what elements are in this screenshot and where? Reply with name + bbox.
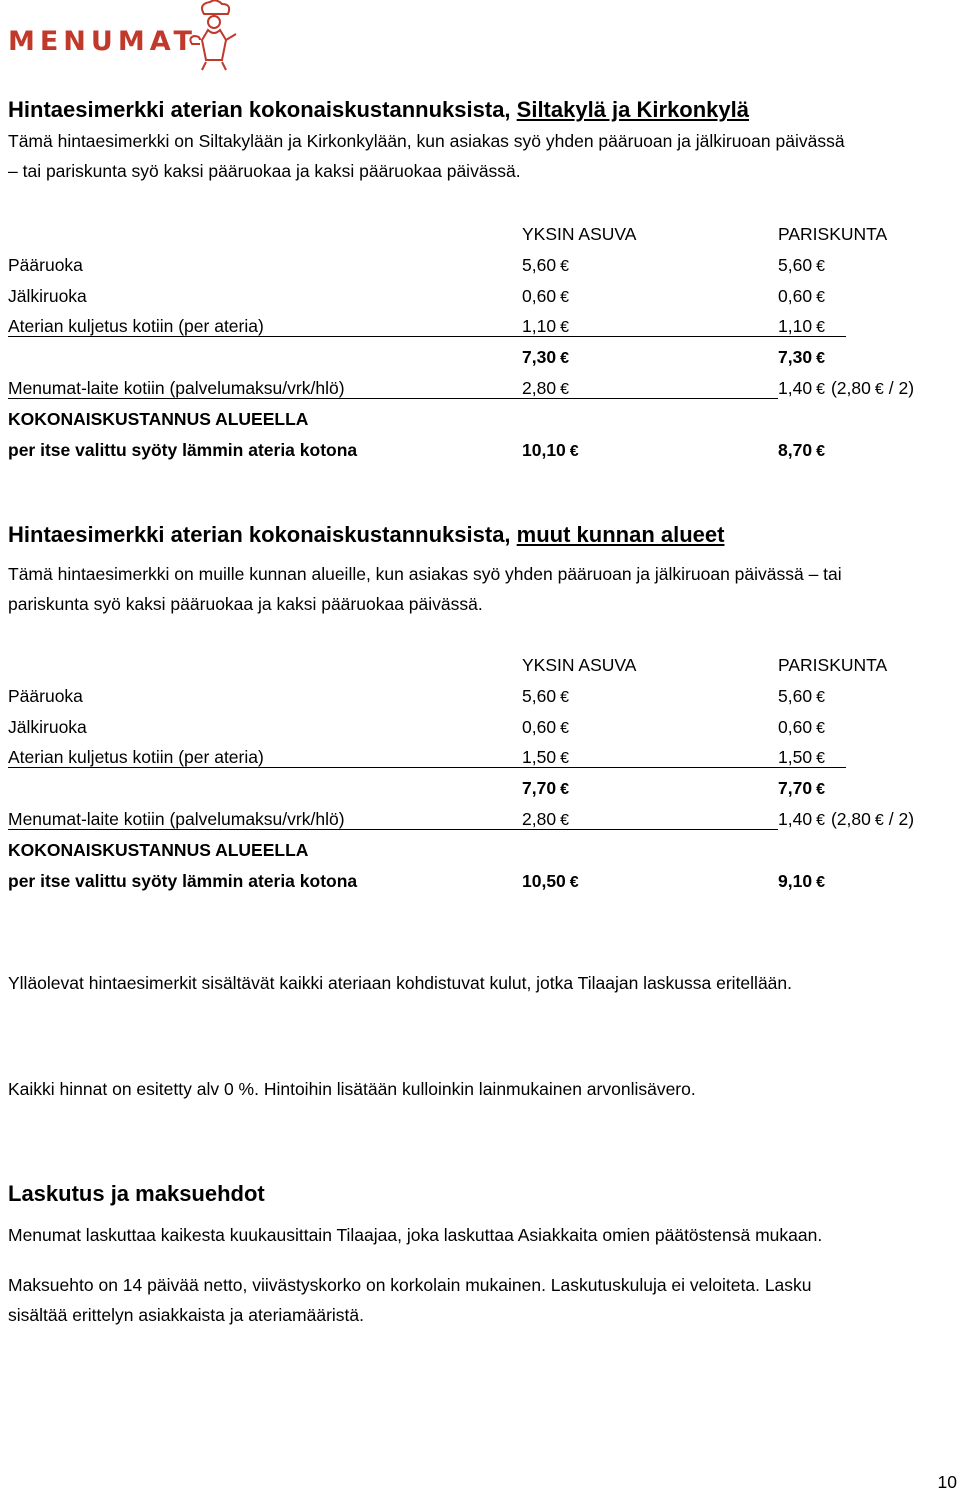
table-row xyxy=(8,281,948,312)
column-header-pariskunta: PARISKUNTA xyxy=(778,224,888,244)
table-row xyxy=(8,404,948,435)
intro-line: pariskunta syö kaksi pääruokaa ja kaksi pääruokaa päivässä. xyxy=(8,594,483,614)
value-pariskunta: 7,70 € xyxy=(778,773,825,806)
euro-icon: € xyxy=(560,319,569,337)
row-label: KOKONAISKUSTANNUS ALUEELLA xyxy=(8,839,309,860)
table-row xyxy=(8,681,948,712)
underline-rule xyxy=(8,829,778,830)
value-yksin: 1,50 € xyxy=(522,742,569,775)
menumat-logo xyxy=(6,0,246,75)
column-header-yksin: YKSIN ASUVA xyxy=(522,655,637,675)
section-title: Hintaesimerkki aterian kokonaiskustannuksista, Siltakylä ja Kirkonkylä xyxy=(8,97,749,122)
table-row xyxy=(8,311,948,342)
table-row xyxy=(8,712,948,743)
euro-icon: € xyxy=(560,380,569,398)
euro-icon: € xyxy=(560,781,569,799)
euro-icon: € xyxy=(816,873,825,891)
billing-title: Laskutus ja maksuehdot xyxy=(8,1181,265,1206)
section-billing xyxy=(8,1180,953,1330)
euro-icon: € xyxy=(560,750,569,768)
row-label: per itse valittu syöty lämmin ateria kotona xyxy=(8,439,358,460)
value-yksin: 10,50 € xyxy=(522,866,579,899)
euro-icon: € xyxy=(560,288,569,306)
value-yksin: 5,60 € xyxy=(522,681,569,714)
value-pariskunta: 1,40 € (2,80 € / 2) xyxy=(778,804,914,837)
value-yksin: 2,80 € xyxy=(522,804,569,837)
value-pariskunta: 9,10 € xyxy=(778,866,825,899)
price-table-siltakyla xyxy=(8,219,948,465)
billing-paragraph: sisältää erittelyn asiakkaista ja ateriamääristä. xyxy=(8,1305,364,1325)
row-label: per itse valittu syöty lämmin ateria kotona xyxy=(8,870,358,891)
intro-line: Tämä hintaesimerkki on muille kunnan alueille, kun asiakas syö yhden pääruoan ja jälkiruoan päivässä – tai xyxy=(8,564,842,584)
table-row xyxy=(8,773,948,804)
table-row xyxy=(8,342,948,373)
row-label: KOKONAISKUSTANNUS ALUEELLA xyxy=(8,408,309,429)
underline-rule xyxy=(8,767,846,768)
euro-icon: € xyxy=(560,719,569,737)
euro-icon: € xyxy=(816,750,825,768)
value-pariskunta: 1,40 € (2,80 € / 2) xyxy=(778,373,914,406)
value-pariskunta: 7,30 € xyxy=(778,342,825,375)
value-yksin: 0,60 € xyxy=(522,281,569,314)
value-yksin: 10,10 € xyxy=(522,435,579,468)
value-yksin: 7,30 € xyxy=(522,342,569,375)
euro-icon: € xyxy=(816,688,825,706)
euro-icon: € xyxy=(816,350,825,368)
table-row xyxy=(8,835,948,866)
euro-icon: € xyxy=(816,719,825,737)
table-row xyxy=(8,373,948,404)
value-pariskunta: 0,60 € xyxy=(778,712,825,745)
table-header xyxy=(8,650,948,681)
column-header-pariskunta: PARISKUNTA xyxy=(778,655,888,675)
table-row xyxy=(8,435,948,466)
table-row xyxy=(8,866,948,897)
logo-text: MENUMAT xyxy=(8,26,197,57)
table-row xyxy=(8,804,948,835)
euro-icon: € xyxy=(560,811,569,829)
section-siltakyla xyxy=(8,96,953,186)
euro-icon: € xyxy=(560,350,569,368)
section-muut xyxy=(8,521,953,619)
row-label: Jälkiruoka xyxy=(8,716,87,737)
row-label: Jälkiruoka xyxy=(8,285,87,306)
value-yksin: 0,60 € xyxy=(522,712,569,745)
row-label: Pääruoka xyxy=(8,254,83,275)
table-row xyxy=(8,250,948,281)
table-row xyxy=(8,742,948,773)
value-pariskunta: 1,50 € xyxy=(778,742,825,775)
euro-icon: € xyxy=(569,442,579,460)
note-vat: Kaikki hinnat on esitetty alv 0 %. Hintoihin lisätään kulloinkin lainmukainen arvonlisävero. xyxy=(8,1079,696,1099)
value-pariskunta: 5,60 € xyxy=(778,681,825,714)
price-table-muut xyxy=(8,650,948,896)
billing-paragraph: Menumat laskuttaa kaikesta kuukausittain Tilaajaa, joka laskuttaa Asiakkaita omien päätöstensä mukaan. xyxy=(8,1225,823,1245)
euro-icon: € xyxy=(560,688,569,706)
euro-icon: € xyxy=(569,873,579,891)
euro-icon: € xyxy=(874,380,884,398)
value-yksin: 5,60 € xyxy=(522,250,569,283)
euro-icon: € xyxy=(560,257,569,275)
value-yksin: 2,80 € xyxy=(522,373,569,406)
note-costs: Ylläolevat hintaesimerkit sisältävät kaikki ateriaan kohdistuvat kulut, jotka Tilaajan laskussa eritellään. xyxy=(8,973,793,993)
value-yksin: 7,70 € xyxy=(522,773,569,806)
underline-rule xyxy=(8,398,778,399)
row-label: Pääruoka xyxy=(8,685,83,706)
table-header xyxy=(8,219,948,250)
section-title: Hintaesimerkki aterian kokonaiskustannuksista, muut kunnan alueet xyxy=(8,522,725,547)
intro-line: – tai pariskunta syö kaksi pääruokaa ja kaksi pääruokaa päivässä. xyxy=(8,161,521,181)
value-pariskunta: 8,70 € xyxy=(778,435,825,468)
row-label: Aterian kuljetus kotiin (per ateria) xyxy=(8,316,264,337)
row-label: Menumat-laite kotiin (palvelumaksu/vrk/hlö) xyxy=(8,808,345,829)
euro-icon: € xyxy=(874,811,884,829)
value-pariskunta: 0,60 € xyxy=(778,281,825,314)
page-number: 10 xyxy=(937,1472,957,1492)
section-title-link: Siltakylä ja Kirkonkylä xyxy=(516,97,749,122)
billing-paragraph: Maksuehto on 14 päivää netto, viivästyskorko on korkolain mukainen. Laskutuskuluja ei veloiteta. Lasku xyxy=(8,1275,812,1295)
euro-icon: € xyxy=(816,781,825,799)
euro-icon: € xyxy=(816,380,825,398)
euro-icon: € xyxy=(816,288,825,306)
value-pariskunta: 5,60 € xyxy=(778,250,825,283)
euro-icon: € xyxy=(816,319,825,337)
intro-line: Tämä hintaesimerkki on Siltakylään ja Kirkonkylään, kun asiakas syö yhden pääruoan ja jälkiruoan päivässä xyxy=(8,131,845,151)
euro-icon: € xyxy=(816,811,825,829)
value-pariskunta: 1,10 € xyxy=(778,311,825,344)
underline-rule xyxy=(8,336,846,337)
column-header-yksin: YKSIN ASUVA xyxy=(522,224,637,244)
euro-icon: € xyxy=(816,442,825,460)
value-yksin: 1,10 € xyxy=(522,311,569,344)
chef-icon xyxy=(182,0,244,72)
euro-icon: € xyxy=(816,257,825,275)
row-label: Aterian kuljetus kotiin (per ateria) xyxy=(8,747,264,768)
section-title-link: muut kunnan alueet xyxy=(516,522,725,547)
row-label: Menumat-laite kotiin (palvelumaksu/vrk/hlö) xyxy=(8,377,345,398)
